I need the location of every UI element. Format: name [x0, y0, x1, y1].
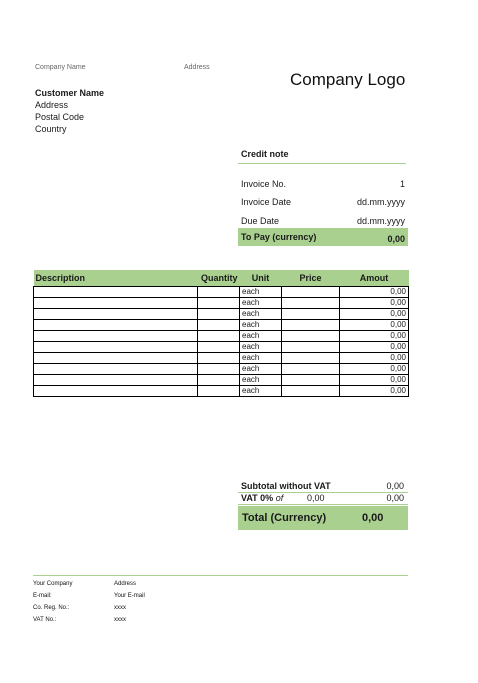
cell-price — [282, 287, 340, 298]
company-name-header: Company Name — [35, 64, 86, 71]
table-row — [34, 309, 409, 320]
cell-quantity — [198, 386, 240, 397]
table-row — [34, 320, 409, 331]
cell-description — [34, 331, 198, 342]
table-row — [34, 386, 409, 397]
to-pay-bar — [238, 228, 408, 246]
cell-amount: 0,00 — [340, 353, 409, 364]
cell-amount: 0,00 — [340, 342, 409, 353]
cell-price — [282, 353, 340, 364]
total-bar — [238, 506, 408, 530]
company-address-header: Address — [184, 64, 210, 71]
customer-address: Address — [35, 100, 69, 110]
cell-price — [282, 309, 340, 320]
column-header-unit: Unit — [240, 270, 282, 287]
cell-quantity — [198, 375, 240, 386]
due-date-label: Due Date — [241, 216, 280, 226]
table-row — [34, 298, 409, 309]
footer-your-company: Your Company — [33, 581, 73, 587]
vat-of-label: of — [275, 493, 284, 503]
cell-unit: each — [240, 331, 282, 342]
table-header-row — [34, 270, 409, 287]
table-row — [34, 364, 409, 375]
cell-price — [282, 386, 340, 397]
cell-description — [34, 364, 198, 375]
cell-amount: 0,00 — [340, 287, 409, 298]
cell-price — [282, 298, 340, 309]
cell-amount: 0,00 — [340, 320, 409, 331]
footer-address: Address — [114, 581, 137, 587]
vat-value: 0,00 — [386, 493, 404, 503]
footer-email-value: Your E-mail — [114, 593, 145, 599]
cell-unit: each — [240, 386, 282, 397]
cell-description — [34, 320, 198, 331]
footer-divider — [33, 575, 408, 576]
vat-label: VAT 0% — [241, 493, 274, 503]
cell-unit: each — [240, 287, 282, 298]
cell-quantity — [198, 320, 240, 331]
invoice-date-row — [241, 197, 407, 209]
total-label: Total (Currency) — [242, 512, 327, 524]
customer-block — [35, 87, 104, 135]
cell-price — [282, 331, 340, 342]
to-pay-value: 0,00 — [387, 234, 405, 244]
cell-description — [34, 298, 198, 309]
cell-unit: each — [240, 298, 282, 309]
cell-quantity — [198, 309, 240, 320]
table-row — [34, 342, 409, 353]
footer-vat-label: VAT No.: — [33, 617, 57, 623]
vat-divider — [238, 504, 408, 505]
document-title: Credit note — [241, 149, 289, 159]
table-row — [34, 375, 409, 386]
cell-amount: 0,00 — [340, 298, 409, 309]
invoice-no-label: Invoice No. — [241, 179, 287, 189]
cell-price — [282, 364, 340, 375]
cell-price — [282, 342, 340, 353]
table-row — [34, 331, 409, 342]
cell-unit: each — [240, 320, 282, 331]
cell-price — [282, 320, 340, 331]
footer-email-label: E-mail: — [33, 593, 52, 599]
cell-description — [34, 309, 198, 320]
cell-price — [282, 375, 340, 386]
due-date-row — [241, 216, 407, 228]
customer-name: Customer Name — [35, 88, 105, 98]
cell-description — [34, 375, 198, 386]
invoice-date-label: Invoice Date — [241, 197, 292, 207]
invoice-no-row — [241, 179, 407, 191]
cell-unit: each — [240, 375, 282, 386]
cell-amount: 0,00 — [340, 375, 409, 386]
customer-country: Country — [35, 124, 67, 134]
invoice-no-value: 1 — [399, 179, 405, 189]
cell-quantity — [198, 353, 240, 364]
cell-description — [34, 353, 198, 364]
column-header-price: Price — [282, 270, 340, 287]
cell-amount: 0,00 — [340, 364, 409, 375]
cell-amount: 0,00 — [340, 309, 409, 320]
cell-unit: each — [240, 309, 282, 320]
company-logo: Company Logo — [290, 70, 406, 89]
cell-quantity — [198, 298, 240, 309]
cell-description — [34, 386, 198, 397]
items-table — [33, 270, 409, 397]
cell-unit: each — [240, 353, 282, 364]
title-divider — [238, 163, 406, 164]
cell-description — [34, 287, 198, 298]
cell-amount: 0,00 — [340, 386, 409, 397]
column-header-amount: Amout — [340, 270, 409, 287]
table-row — [34, 353, 409, 364]
cell-quantity — [198, 342, 240, 353]
cell-unit: each — [240, 342, 282, 353]
footer-coreg-label: Co. Reg. No.: — [33, 605, 70, 611]
to-pay-label: To Pay (currency) — [241, 232, 317, 242]
table-row — [34, 287, 409, 298]
total-value: 0,00 — [362, 512, 384, 524]
cell-quantity — [198, 364, 240, 375]
cell-unit: each — [240, 364, 282, 375]
cell-description — [34, 342, 198, 353]
customer-postal-code: Postal Code — [35, 112, 85, 122]
vat-base-value: 0,00 — [307, 493, 325, 503]
subtotal-label: Subtotal without VAT — [241, 481, 331, 491]
footer-coreg-value: xxxx — [114, 605, 126, 611]
subtotal-value: 0,00 — [386, 481, 404, 491]
cell-amount: 0,00 — [340, 331, 409, 342]
column-header-description: Description — [34, 270, 198, 287]
cell-quantity — [198, 287, 240, 298]
column-header-quantity: Quantity — [198, 270, 240, 287]
invoice-date-value: dd.mm.yyyy — [356, 197, 405, 207]
cell-quantity — [198, 331, 240, 342]
footer-vat-value: xxxx — [114, 617, 126, 623]
due-date-value: dd.mm.yyyy — [356, 216, 405, 226]
